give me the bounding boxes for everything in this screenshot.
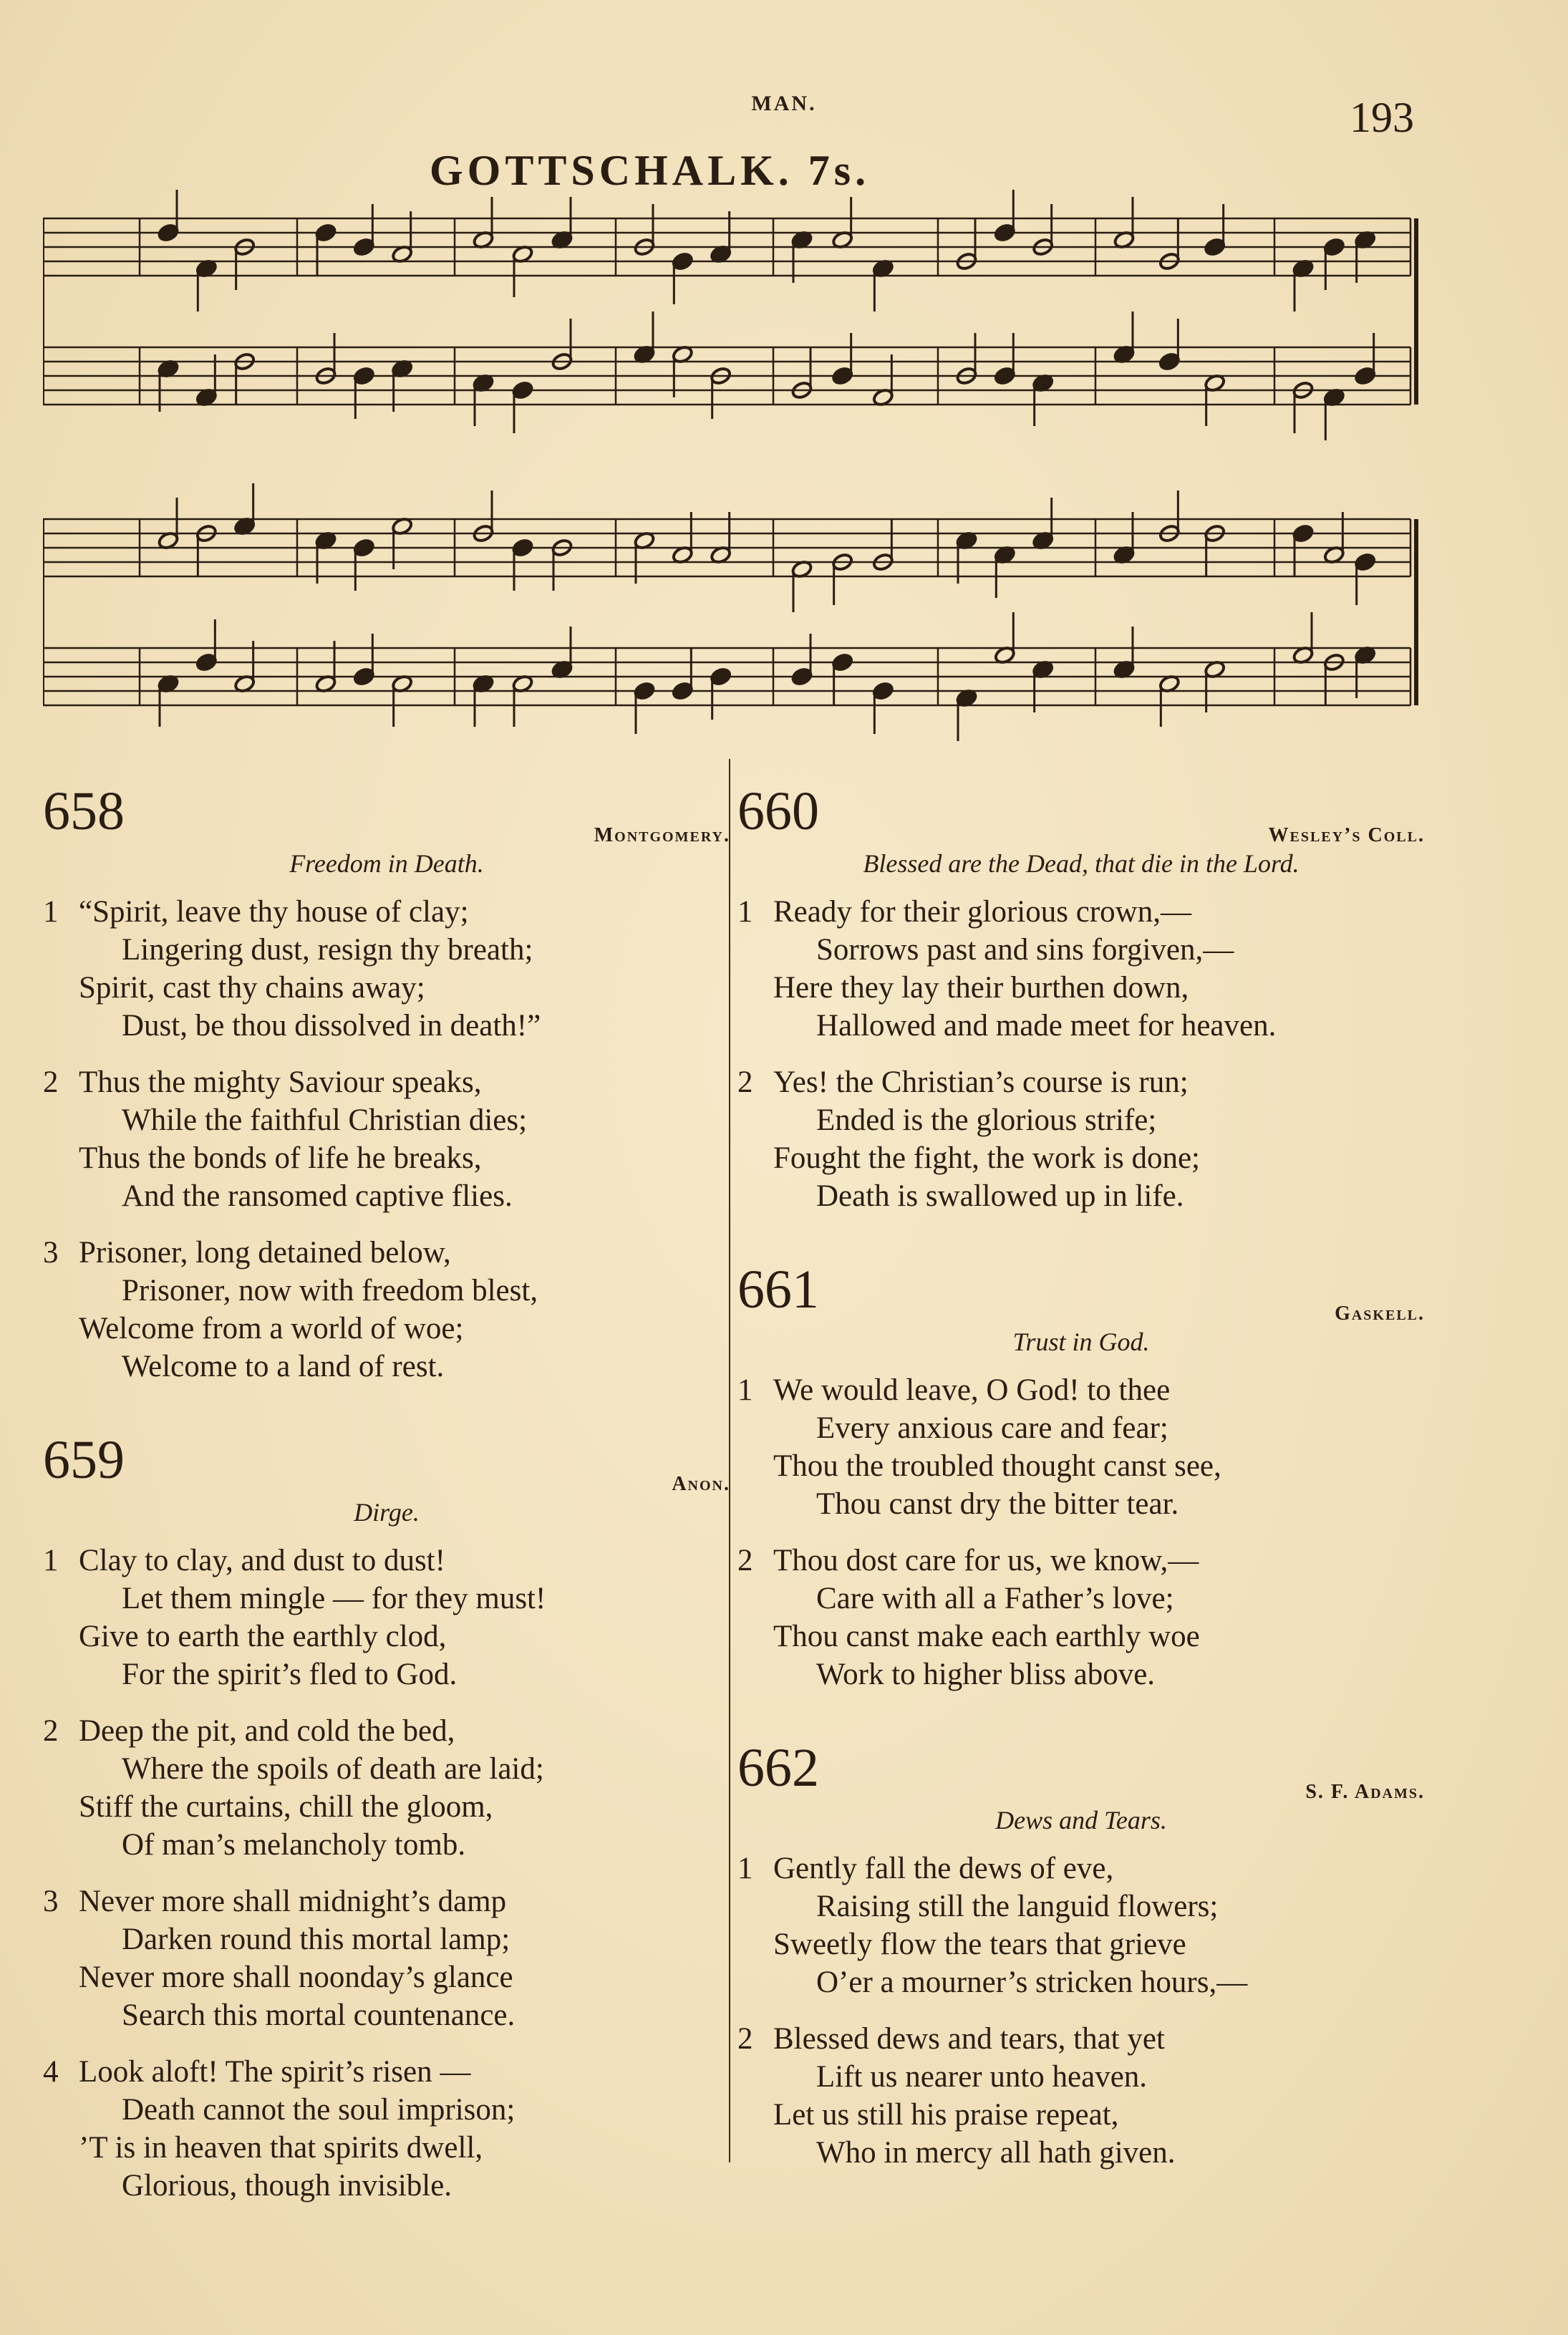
left-column (43, 781, 730, 2259)
verse-line: Raising still the languid flowers; (816, 1890, 1219, 1923)
bass-staff (43, 612, 1410, 741)
hymn-subtitle: Blessed are the Dead, that die in the Lord. (863, 849, 1300, 878)
stanza (737, 2020, 1425, 2172)
verse-line: Work to higher bliss above. (816, 1658, 1156, 1691)
hymn-number: 659 (43, 1430, 125, 1490)
verse-line: Welcome from a world of woe; (79, 1312, 464, 1345)
verse-line: Ready for their glorious crown,— (773, 895, 1191, 929)
stanza (43, 1234, 730, 1386)
verse-line: Thou canst dry the bitter tear. (816, 1487, 1179, 1521)
hymn-author: S. F. Adams. (1305, 1781, 1425, 1803)
hymn-author: Montgomery. (594, 824, 730, 846)
stanza (43, 893, 730, 1045)
hymn-author: Anon. (672, 1473, 730, 1495)
stanza-number: 3 (43, 1236, 59, 1270)
verse-line: Prisoner, now with freedom blest, (122, 1274, 538, 1307)
hymn-header (737, 781, 1425, 849)
verse-line: Stiff the curtains, chill the gloom, (79, 1790, 493, 1824)
verse-line: Death is swallowed up in life. (816, 1179, 1184, 1213)
stanza (737, 1371, 1425, 1523)
verse-line: Here they lay their burthen down, (773, 971, 1189, 1005)
verse-line: Ended is the glorious strife; (816, 1103, 1157, 1137)
stanza (737, 1542, 1425, 1693)
stanza (43, 1063, 730, 1215)
hymn-spacer (43, 1404, 730, 1440)
verse-line: Clay to clay, and dust to dust! (79, 1544, 445, 1577)
stanza-number: 1 (737, 895, 753, 929)
hymn-subtitle: Trust in God. (1012, 1328, 1150, 1356)
verse-line: ’T is in heaven that spirits dwell, (79, 2131, 483, 2165)
hymn-author: Gaskell. (1335, 1302, 1425, 1325)
hymn-spacer (737, 1234, 1425, 1270)
stanza (737, 893, 1425, 1045)
verse-line: We would leave, O God! to thee (773, 1373, 1171, 1407)
stanza (43, 1542, 730, 1693)
verse-line: Welcome to a land of rest. (122, 1350, 445, 1383)
verse-line: Thou canst make each earthly woe (773, 1620, 1200, 1653)
treble-staff (43, 483, 1410, 612)
stanza-number: 2 (43, 1714, 59, 1748)
verse-line: Thus the bonds of life he breaks, (79, 1141, 482, 1175)
verse-line: While the faithful Christian dies; (122, 1103, 528, 1137)
verse-line: Who in mercy all hath given. (816, 2136, 1176, 2170)
verse-line: Hallowed and made meet for heaven. (816, 1009, 1277, 1043)
verse-line: Sorrows past and sins forgiven,— (816, 933, 1234, 967)
verse-line: Spirit, cast thy chains away; (79, 971, 425, 1005)
treble-staff (43, 190, 1410, 311)
verse-line: Yes! the Christian’s course is run; (773, 1065, 1189, 1099)
bass-staff (43, 311, 1410, 440)
hymn-number: 658 (43, 781, 125, 841)
verse-line: Blessed dews and tears, that yet (773, 2022, 1165, 2056)
hymn-header (737, 1738, 1425, 1805)
verse-line: Thou the troubled thought canst see, (773, 1449, 1221, 1483)
hymn-subtitle: Dirge. (354, 1498, 420, 1527)
hymn-subtitle: Dews and Tears. (995, 1806, 1167, 1834)
hymn-number: 661 (737, 1260, 819, 1320)
verse-line: Never more shall noonday’s glance (79, 1961, 513, 1994)
staff-system-2 (43, 483, 1416, 741)
verse-line: Sweetly flow the tears that grieve (773, 1928, 1186, 1961)
stanza (737, 1063, 1425, 1215)
hymn-number: 662 (737, 1738, 819, 1798)
stanza (43, 1712, 730, 1864)
verse-line: Darken round this mortal lamp; (122, 1923, 510, 1956)
verse-line: Let them mingle — for they must! (122, 1582, 546, 1615)
hymn-header (43, 1430, 730, 1497)
verse-line: Look aloft! The spirit’s risen — (79, 2055, 471, 2089)
verse-line: Fought the fight, the work is done; (773, 1141, 1200, 1175)
hymn-spacer (737, 2190, 1425, 2226)
verse-line: Let us still his praise repeat, (773, 2098, 1119, 2132)
stanza-number: 1 (737, 1852, 753, 1885)
page-number: 193 (1350, 94, 1414, 141)
hymn-subtitle: Freedom in Death. (289, 849, 484, 878)
verse-line: Never more shall midnight’s damp (79, 1885, 507, 1918)
hymn-header (43, 781, 730, 849)
verse-line: And the ransomed captive flies. (122, 1179, 513, 1213)
verse-line: Deep the pit, and cold the bed, (79, 1714, 455, 1748)
verse-line: “Spirit, leave thy house of clay; (79, 895, 469, 929)
stanza-number: 2 (737, 2022, 753, 2056)
stanza-number: 2 (43, 1065, 59, 1099)
verse-line: Lift us nearer unto heaven. (816, 2060, 1148, 2094)
stanza (43, 2053, 730, 2205)
verse-line: For the spirit’s fled to God. (122, 1658, 458, 1691)
stanza-number: 2 (737, 1065, 753, 1099)
hymn-662 (737, 1738, 1425, 2226)
stanza (737, 1850, 1425, 2001)
verse-line: Thou dost care for us, we know,— (773, 1544, 1199, 1577)
hymn-659 (43, 1430, 730, 2259)
verse-line: Dust, be thou dissolved in death!” (122, 1009, 541, 1043)
verse-line: Give to earth the earthly clod, (79, 1620, 447, 1653)
music-score (43, 183, 1425, 784)
hymn-spacer (737, 1712, 1425, 1748)
stanza-number: 4 (43, 2055, 59, 2089)
verse-line: Gently fall the dews of eve, (773, 1852, 1114, 1885)
stanza-number: 2 (737, 1544, 753, 1577)
staff-system-1 (43, 190, 1416, 440)
hymn-header (737, 1260, 1425, 1327)
hymn-660 (737, 781, 1425, 1270)
verse-line: Lingering dust, resign thy breath; (122, 933, 533, 967)
hymn-number: 660 (737, 781, 819, 841)
verse-line: Death cannot the soul imprison; (122, 2093, 516, 2127)
stanza-number: 1 (43, 895, 59, 929)
verse-line: Prisoner, long detained below, (79, 1236, 451, 1270)
verse-line: O’er a mourner’s stricken hours,— (816, 1966, 1248, 1999)
stanza (43, 1882, 730, 2034)
verse-line: Of man’s melancholy tomb. (122, 1828, 466, 1862)
stanza-number: 1 (43, 1544, 59, 1577)
running-head: MAN. (751, 92, 817, 115)
stanza-number: 3 (43, 1885, 59, 1918)
verse-line: Thus the mighty Saviour speaks, (79, 1065, 482, 1099)
verse-line: Every anxious care and fear; (816, 1411, 1168, 1445)
hymn-author: Wesley’s Coll. (1268, 824, 1425, 846)
hymn-661 (737, 1260, 1425, 1748)
right-column (737, 781, 1425, 2226)
hymn-spacer (43, 2223, 730, 2259)
verse-line: Care with all a Father’s love; (816, 1582, 1174, 1615)
stanza-number: 1 (737, 1373, 753, 1407)
verse-line: Glorious, though invisible. (122, 2169, 453, 2203)
verse-line: Where the spoils of death are laid; (122, 1752, 544, 1786)
verse-line: Search this mortal countenance. (122, 1998, 516, 2032)
tune-title: GOTTSCHALK. 7s. (430, 147, 871, 194)
hymn-658 (43, 781, 730, 1440)
